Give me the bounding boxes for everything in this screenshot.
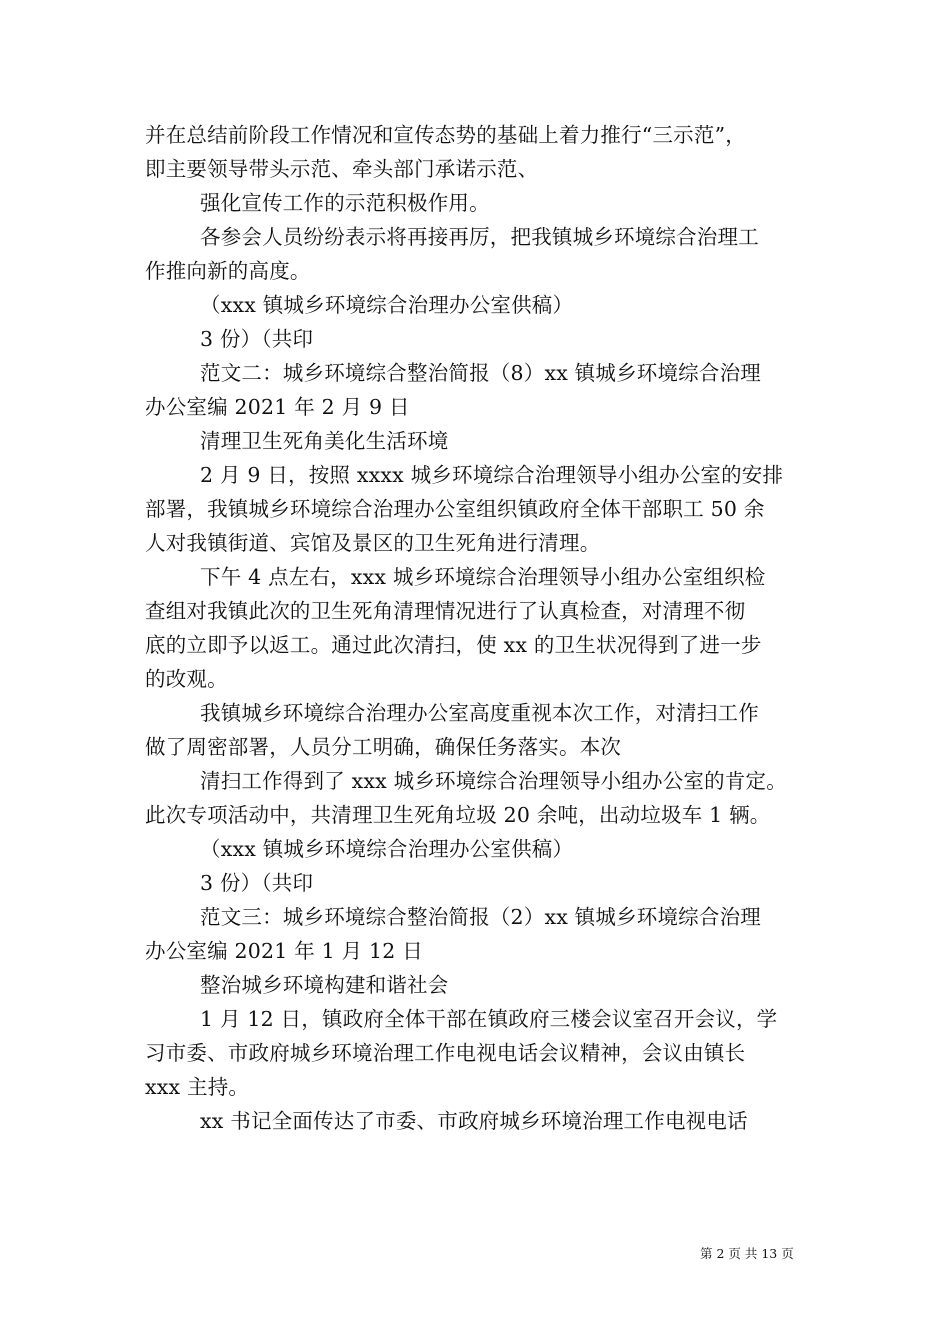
text-line: 各参会人员纷纷表示将再接再厉，把我镇城乡环境综合治理工 bbox=[200, 225, 759, 249]
text-line: xx 书记全面传达了市委、市政府城乡环境治理工作电视电话 bbox=[200, 1109, 748, 1133]
text-line: 强化宣传工作的示范积极作用。 bbox=[200, 191, 490, 215]
text-line: 并在总结前阶段工作情况和宣传态势的基础上着力推行“三示范”， bbox=[145, 123, 746, 147]
text-line: 3 份）（共印 bbox=[200, 327, 314, 351]
text-line: 习市委、市政府城乡环境治理工作电视电话会议精神，会议由镇长 bbox=[145, 1041, 746, 1065]
text-line: 办公室编 2021 年 2 月 9 日 bbox=[145, 395, 410, 419]
text-line: 1 月 12 日，镇政府全体干部在镇政府三楼会议室召开会议，学 bbox=[200, 1007, 778, 1031]
text-line: 清扫工作得到了 xxx 城乡环境综合治理领导小组办公室的肯定。 bbox=[200, 769, 787, 793]
text-line: 部署，我镇城乡环境综合治理办公室组织镇政府全体干部职工 50 余 bbox=[145, 497, 765, 521]
text-line: 查组对我镇此次的卫生死角清理情况进行了认真检查，对清理不彻 bbox=[145, 599, 746, 623]
text-line: 的改观。 bbox=[145, 667, 228, 691]
text-line: 作推向新的高度。 bbox=[145, 259, 311, 283]
text-line: 人对我镇街道、宾馆及景区的卫生死角进行清理。 bbox=[145, 531, 601, 555]
text-line: （xxx 镇城乡环境综合治理办公室供稿） bbox=[200, 293, 574, 317]
page-number-footer: 第 2 页 共 13 页 bbox=[700, 1246, 794, 1261]
text-line: （xxx 镇城乡环境综合治理办公室供稿） bbox=[200, 837, 574, 861]
text-line: 底的立即予以返工。通过此次清扫，使 xx 的卫生状况得到了进一步 bbox=[145, 633, 762, 657]
text-line: 范文二：城乡环境综合整治简报（8）xx 镇城乡环境综合治理 bbox=[200, 361, 761, 385]
text-line: 此次专项活动中，共清理卫生死角垃圾 20 余吨，出动垃圾车 1 辆。 bbox=[145, 803, 771, 827]
text-line: 我镇城乡环境综合治理办公室高度重视本次工作，对清扫工作 bbox=[200, 701, 759, 725]
text-line: 清理卫生死角美化生活环境 bbox=[200, 429, 449, 453]
text-line: 办公室编 2021 年 1 月 12 日 bbox=[145, 939, 423, 963]
text-line: 2 月 9 日，按照 xxxx 城乡环境综合治理领导小组办公室的安排 bbox=[200, 463, 784, 487]
text-line: xxx 主持。 bbox=[145, 1075, 250, 1099]
document-body bbox=[145, 118, 815, 1138]
text-line: 下午 4 点左右，xxx 城乡环境综合治理领导小组办公室组织检 bbox=[200, 565, 766, 589]
text-line: 范文三：城乡环境综合整治简报（2）xx 镇城乡环境综合治理 bbox=[200, 905, 761, 929]
text-line: 3 份）（共印 bbox=[200, 871, 314, 895]
text-line: 整治城乡环境构建和谐社会 bbox=[200, 973, 449, 997]
text-line: 做了周密部署，人员分工明确，确保任务落实。本次 bbox=[145, 735, 622, 759]
text-line: 即主要领导带头示范、牵头部门承诺示范、 bbox=[145, 157, 539, 181]
